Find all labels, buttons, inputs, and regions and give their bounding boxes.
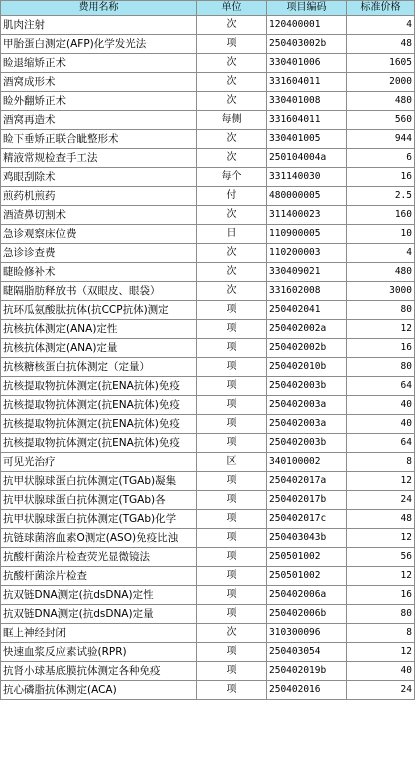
table-row [1,35,415,54]
table-row [1,605,415,624]
table-row [1,415,415,434]
cell-name: 睫睑修补术 [1,263,197,282]
table-row [1,624,415,643]
cell-price: 40 [347,396,415,415]
cell-unit: 项 [197,35,267,54]
cell-price: 56 [347,548,415,567]
cell-unit: 项 [197,643,267,662]
cell-code: 250402003b [267,434,347,453]
cell-price: 12 [347,529,415,548]
cell-unit: 项 [197,396,267,415]
cell-name: 睑下垂矫正联合眦整形术 [1,130,197,149]
cell-price: 80 [347,605,415,624]
cell-name: 抗肾小球基底膜抗体测定各种免疫 [1,662,197,681]
cell-unit: 次 [197,130,267,149]
table-row [1,282,415,301]
cell-code: 250402002b [267,339,347,358]
cell-name: 可见光治疗 [1,453,197,472]
table-row [1,358,415,377]
cell-unit: 项 [197,510,267,529]
cell-price: 8 [347,624,415,643]
cell-code: 250402003a [267,415,347,434]
cell-price: 64 [347,434,415,453]
cell-code: 331140030 [267,168,347,187]
cell-name: 抗心磷脂抗体测定(ACA) [1,681,197,700]
cell-name: 抗环瓜氨酸肽抗体(抗CCP抗体)测定 [1,301,197,320]
cell-price: 3000 [347,282,415,301]
cell-name: 抗核糖核蛋白抗体测定（定量） [1,358,197,377]
cell-price: 24 [347,681,415,700]
cell-name: 酒渣鼻切割术 [1,206,197,225]
cell-name: 快速血浆反应素试验(RPR) [1,643,197,662]
table-row [1,149,415,168]
cell-code: 250403054 [267,643,347,662]
cell-price: 4 [347,244,415,263]
cell-code: 330409021 [267,263,347,282]
table-row [1,662,415,681]
cell-code: 340100002 [267,453,347,472]
cell-unit: 项 [197,377,267,396]
cell-unit: 每侧 [197,111,267,130]
header-unit: 单位 [197,1,267,16]
cell-code: 250403002b [267,35,347,54]
cell-code: 250402019b [267,662,347,681]
cell-unit: 次 [197,206,267,225]
cell-name: 抗核提取物抗体测定(抗ENA抗体)免疫 [1,396,197,415]
cell-unit: 每个 [197,168,267,187]
table-row [1,92,415,111]
cell-price: 160 [347,206,415,225]
cell-unit: 项 [197,358,267,377]
cell-code: 331602008 [267,282,347,301]
cell-code: 250501002 [267,548,347,567]
cell-unit: 次 [197,73,267,92]
header-row [1,1,415,16]
cell-name: 眶上神经封闭 [1,624,197,643]
cell-code: 330401008 [267,92,347,111]
cell-unit: 项 [197,548,267,567]
cell-code: 250402006a [267,586,347,605]
cell-code: 110200003 [267,244,347,263]
table-row [1,567,415,586]
cell-unit: 日 [197,225,267,244]
cell-code: 250501002 [267,567,347,586]
table-row [1,529,415,548]
table-row [1,73,415,92]
cell-price: 10 [347,225,415,244]
cell-price: 80 [347,358,415,377]
cell-name: 酒窝再造术 [1,111,197,130]
cell-price: 6 [347,149,415,168]
cell-name: 抗核提取物抗体测定(抗ENA抗体)免疫 [1,434,197,453]
cell-code: 250402041 [267,301,347,320]
cell-price: 80 [347,301,415,320]
cell-price: 24 [347,491,415,510]
table-body [1,16,415,700]
cell-name: 鸡眼刮除术 [1,168,197,187]
table-row [1,510,415,529]
header-price: 标准价格 [347,1,415,16]
cell-unit: 项 [197,586,267,605]
table-row [1,111,415,130]
cell-price: 560 [347,111,415,130]
cell-name: 抗链球菌溶血素O测定(ASO)免疫比浊 [1,529,197,548]
cell-unit: 项 [197,415,267,434]
cell-name: 抗双链DNA测定(抗dsDNA)定量 [1,605,197,624]
table-row [1,187,415,206]
cell-price: 4 [347,16,415,35]
cell-name: 抗酸杆菌涂片检查 [1,567,197,586]
table-row [1,339,415,358]
cell-name: 抗核抗体测定(ANA)定量 [1,339,197,358]
cell-unit: 项 [197,567,267,586]
table-row [1,320,415,339]
cell-code: 331604011 [267,111,347,130]
cell-name: 抗甲状腺球蛋白抗体测定(TGAb)化学 [1,510,197,529]
cell-unit: 次 [197,54,267,73]
cell-price: 16 [347,168,415,187]
cell-unit: 项 [197,434,267,453]
table-row [1,301,415,320]
cell-unit: 次 [197,263,267,282]
cell-unit: 次 [197,16,267,35]
cell-code: 330401006 [267,54,347,73]
cell-price: 16 [347,586,415,605]
table-row [1,244,415,263]
cell-name: 急诊诊查费 [1,244,197,263]
table-row [1,586,415,605]
cell-price: 12 [347,567,415,586]
cell-price: 1605 [347,54,415,73]
cell-name: 抗甲状腺球蛋白抗体测定(TGAb)凝集 [1,472,197,491]
cell-unit: 项 [197,681,267,700]
cell-unit: 项 [197,491,267,510]
cell-name: 酒窝成形术 [1,73,197,92]
cell-price: 40 [347,662,415,681]
cell-price: 48 [347,510,415,529]
cell-price: 2.5 [347,187,415,206]
cell-code: 311400023 [267,206,347,225]
cell-unit: 项 [197,662,267,681]
cell-unit: 项 [197,339,267,358]
header-name: 费用名称 [1,1,197,16]
cell-unit: 项 [197,529,267,548]
table-row [1,263,415,282]
cell-name: 抗核提取物抗体测定(抗ENA抗体)免疫 [1,415,197,434]
cell-unit: 区 [197,453,267,472]
cell-name: 煎药机煎药 [1,187,197,206]
cell-unit: 次 [197,624,267,643]
cell-unit: 付 [197,187,267,206]
cell-price: 64 [347,377,415,396]
header-code: 项目编码 [267,1,347,16]
cell-price: 48 [347,35,415,54]
cell-code: 250402010b [267,358,347,377]
cell-name: 精液常规检查手工法 [1,149,197,168]
cell-unit: 次 [197,92,267,111]
cell-code: 480000005 [267,187,347,206]
cell-price: 944 [347,130,415,149]
cell-code: 120400001 [267,16,347,35]
cell-name: 急诊观察床位费 [1,225,197,244]
table-row [1,453,415,472]
table-row [1,434,415,453]
cell-name: 睫隔脂肪释放书（双眼皮、眼袋） [1,282,197,301]
cell-unit: 次 [197,282,267,301]
cell-code: 250402017c [267,510,347,529]
cell-unit: 次 [197,244,267,263]
cell-price: 480 [347,263,415,282]
cell-price: 2000 [347,73,415,92]
cell-name: 肌肉注射 [1,16,197,35]
cell-code: 250402002a [267,320,347,339]
cell-price: 12 [347,643,415,662]
cell-name: 睑外翻矫正术 [1,92,197,111]
cell-code: 331604011 [267,73,347,92]
cell-code: 330401005 [267,130,347,149]
cell-code: 110900005 [267,225,347,244]
table-row [1,54,415,73]
cell-name: 抗甲状腺球蛋白抗体测定(TGAb)各 [1,491,197,510]
cell-price: 16 [347,339,415,358]
cell-price: 40 [347,415,415,434]
cell-code: 310300096 [267,624,347,643]
cell-unit: 项 [197,301,267,320]
cell-name: 抗核抗体测定(ANA)定性 [1,320,197,339]
cell-code: 250402017b [267,491,347,510]
cell-unit: 项 [197,472,267,491]
cell-unit: 次 [197,149,267,168]
cell-price: 12 [347,472,415,491]
cell-unit: 项 [197,605,267,624]
cell-code: 250402017a [267,472,347,491]
cell-unit: 项 [197,320,267,339]
cell-name: 抗双链DNA测定(抗dsDNA)定性 [1,586,197,605]
table-row [1,491,415,510]
cell-name: 甲胎蛋白测定(AFP)化学发光法 [1,35,197,54]
table-row [1,377,415,396]
table-row [1,396,415,415]
cell-code: 250403043b [267,529,347,548]
cell-price: 480 [347,92,415,111]
table-row [1,16,415,35]
cell-name: 睑退缩矫正术 [1,54,197,73]
table-row [1,130,415,149]
table-row [1,643,415,662]
cell-price: 12 [347,320,415,339]
table-row [1,168,415,187]
table-row [1,472,415,491]
cell-code: 250104004a [267,149,347,168]
cell-code: 250402006b [267,605,347,624]
table-row [1,206,415,225]
cell-code: 250402016 [267,681,347,700]
cell-name: 抗核提取物抗体测定(抗ENA抗体)免疫 [1,377,197,396]
cell-code: 250402003a [267,396,347,415]
table-row [1,681,415,700]
table-row [1,548,415,567]
cell-price: 8 [347,453,415,472]
cell-code: 250402003b [267,377,347,396]
cell-name: 抗酸杆菌涂片检查荧光显微镜法 [1,548,197,567]
table-row [1,225,415,244]
